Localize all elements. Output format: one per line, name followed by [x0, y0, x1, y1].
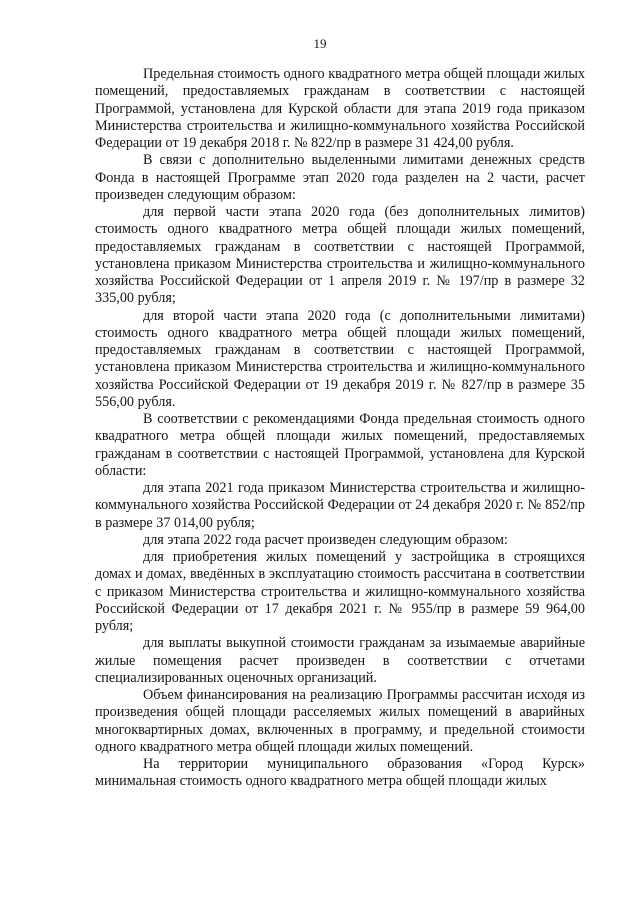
paragraph-stage-2022-buyout: для выплаты выкупной стоимости гражданам за изымаемые аварийные жилые помещения расчет произведен в соответствии с отчетами специализированных оценочных организаций. — [95, 635, 585, 686]
paragraph-stage-2020-intro: В связи с дополнительно выделенными лимитами денежных средств Фонда в настоящей Программе этап 2020 года разделен на 2 части, расчет произведен следующим образом: — [95, 152, 585, 203]
page-number: 19 — [313, 36, 327, 51]
paragraph-price-2019: Предельная стоимость одного квадратного метра общей площади жилых помещений, предоставляемых гражданам в соответствии с настоящей Программой, установлена для Курской области для этапа 2019 года приказом Министерства строительства и жилищно-коммунального хозяйства Российской Федерации от 19 декабря 2018 г. № 822/пр в размере 31 424,00 рубля. — [95, 66, 585, 151]
paragraph-financing-volume: Объем финансирования на реализацию Программы рассчитан исходя из произведения общей площади расселяемых жилых помещений в аварийных многоквартирных домах, включенных в программу, и предельной стоимости одного квадратного метра общей площади жилых помещений. — [95, 687, 585, 755]
paragraph-stage-2020-part2: для второй части этапа 2020 года (с дополнительными лимитами) стоимость одного квадратного метра общей площади жилых помещений, предоставляемых гражданам в соответствии с настоящей Программой, установлена приказом Министерства строительства и жилищно-коммунального хозяйства Российской Федерации от 19 декабря 2019 г. № 827/пр в размере 35 556,00 рубля. — [95, 307, 585, 410]
paragraph-stage-2020-part1: для первой части этапа 2020 года (без дополнительных лимитов) стоимость одного квадратного метра общей площади жилых помещений, предоставляемых гражданам в соответствии с настоящей Программой, установлена приказом Министерства строительства и жилищно-коммунального хозяйства Российской Федерации от 1 апреля 2019 г. № 197/пр в размере 32 335,00 рубля; — [95, 204, 585, 307]
paragraph-kursk-min-cost: На территории муниципального образования «Город Курск» минимальная стоимость одного квадратного метра общей площади жилых — [95, 756, 585, 790]
paragraph-fund-recommendations: В соответствии с рекомендациями Фонда предельная стоимость одного квадратного метра общей площади жилых помещений, предоставляемых гражданам в соответствии с настоящей Программой, установлена для Курской области: — [95, 411, 585, 479]
document-body — [95, 66, 585, 791]
paragraph-stage-2022-developer: для приобретения жилых помещений у застройщика в строящихся домах и домах, введённых в эксплуатацию стоимость рассчитана в соответствии с приказом Министерства строительства и жилищно-коммунального хозяйства Российской Федерации от 17 декабря 2021 г. № 955/пр в размере 59 964,00 рубля; — [95, 549, 585, 634]
paragraph-stage-2022-intro: для этапа 2022 года расчет произведен следующим образом: — [143, 531, 508, 548]
paragraph-stage-2021: для этапа 2021 года приказом Министерства строительства и жилищно-коммунального хозяйства Российской Федерации от 24 декабря 2020 г. № 852/пр в размере 37 014,00 рубля; — [95, 480, 585, 531]
